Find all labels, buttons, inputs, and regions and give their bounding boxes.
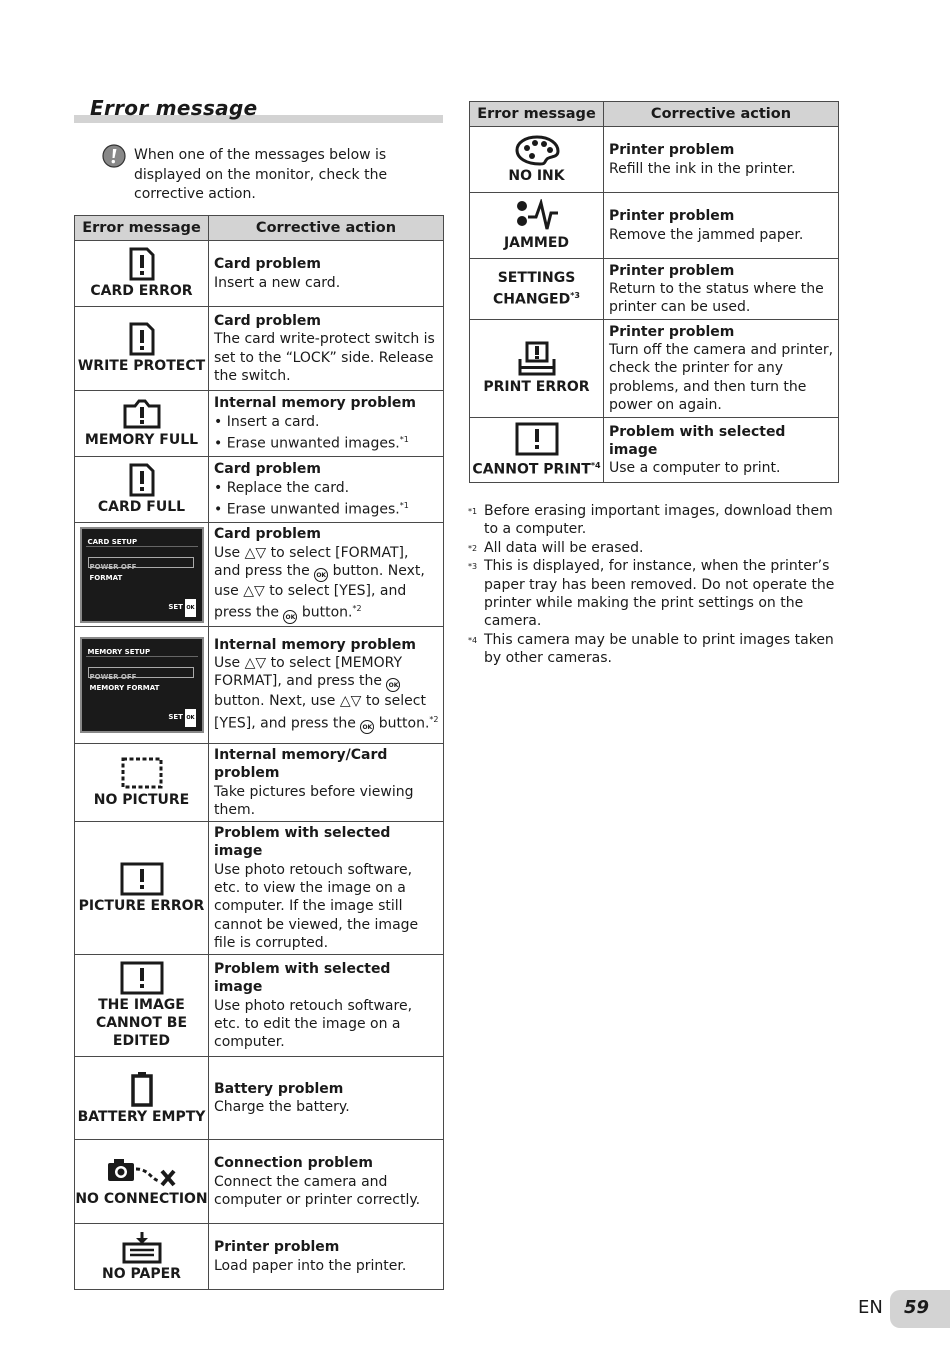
error-label: CARD FULL	[97, 499, 186, 515]
screen-divider	[86, 546, 198, 547]
corrective-action-cell	[604, 259, 839, 320]
error-message-cell	[75, 457, 209, 523]
no-connection-icon	[106, 1155, 178, 1189]
footnote-mark: *2	[352, 604, 362, 614]
footnote	[468, 557, 843, 631]
error-message-cell	[75, 391, 209, 457]
table-row	[75, 457, 444, 523]
corrective-action-cell	[604, 127, 839, 193]
problem-title: Printer problem	[214, 1239, 340, 1256]
error-label: NO PAPER	[102, 1266, 181, 1283]
error-message-cell	[75, 1140, 209, 1224]
table-row	[75, 241, 444, 307]
error-label: BATTERY EMPTY	[77, 1108, 206, 1125]
table-row	[470, 127, 839, 193]
problem-title: Printer problem	[609, 142, 735, 159]
screen-option-2: FORMAT	[89, 573, 123, 582]
up-down-arrows-icon: △▽	[244, 544, 267, 561]
header-corrective-action: Corrective action	[209, 216, 444, 241]
table-row	[470, 193, 839, 259]
footnote-text: This camera may be unable to print images taken by other cameras.	[484, 631, 834, 667]
problem-title: Printer problem	[609, 208, 735, 225]
problem-title: Internal memory problem	[214, 636, 416, 653]
card-exclaim-icon	[129, 247, 155, 281]
table-row	[75, 523, 444, 627]
problem-title: Printer problem	[609, 262, 735, 279]
corrective-action-cell	[209, 955, 444, 1057]
action-text: Use photo retouch software, etc. to edit the image on a computer.	[214, 997, 413, 1051]
corrective-action-cell	[604, 418, 839, 483]
screen-option-1: POWER OFF	[89, 673, 137, 681]
page-number: 59	[904, 1297, 930, 1318]
jammed-icon	[514, 199, 560, 233]
screen-set-label: SET OK	[168, 598, 195, 617]
problem-title: Card problem	[214, 312, 321, 329]
header-error-message: Error message	[470, 102, 604, 127]
table-row	[75, 1224, 444, 1290]
footnote-text: This is displayed, for instance, when the printer’s paper tray has been removed. Do not operate the printer while making the print settings on the camera.	[484, 558, 835, 630]
corrective-action-cell	[209, 1224, 444, 1290]
table-row	[470, 320, 839, 418]
error-table-right	[469, 101, 839, 483]
error-message-cell	[470, 193, 604, 259]
screen-set-label: SET OK	[168, 708, 195, 727]
action-text: Refill the ink in the printer.	[609, 160, 796, 177]
problem-title: Card problem	[214, 526, 321, 543]
corrective-action-cell	[209, 744, 444, 822]
no-ink-icon	[514, 134, 560, 166]
up-down-arrows-icon: △▽	[243, 582, 265, 599]
ok-button-icon: OK	[185, 599, 195, 617]
table-row	[75, 1057, 444, 1140]
action-text: Return to the status where the printer can be used.	[609, 280, 824, 316]
header-error-message: Error message	[75, 216, 209, 241]
problem-title: Battery problem	[214, 1080, 344, 1097]
error-table-left	[74, 215, 444, 1290]
footnote-mark: *1	[468, 507, 478, 516]
picture-error-icon	[120, 961, 164, 995]
error-label: JAMMED	[503, 235, 570, 251]
footnote-mark: *2	[429, 714, 439, 724]
table-row	[75, 391, 444, 457]
screen-option-2: MEMORY FORMAT	[89, 684, 160, 692]
error-label: PRINT ERROR	[483, 379, 590, 395]
error-message-cell	[470, 127, 604, 193]
error-label: NO INK	[508, 168, 565, 184]
problem-title: Card problem	[214, 256, 321, 273]
corrective-action-cell	[209, 822, 444, 955]
action-text: Load paper into the printer.	[214, 1257, 407, 1274]
corrective-action-cell	[209, 523, 444, 627]
section-title-text: Error message	[90, 96, 258, 120]
action-text: Remove the jammed paper.	[609, 226, 804, 243]
section-title	[74, 96, 443, 123]
footnote	[468, 631, 843, 668]
error-label: NO PICTURE	[93, 792, 190, 809]
action-text: Connect the camera and computer or printer correctly.	[214, 1173, 421, 1208]
ok-button-icon: OK	[283, 610, 297, 624]
corrective-action-cell	[209, 307, 444, 391]
error-label: NO CONNECTION	[75, 1191, 208, 1208]
action-text: • Replace the card.	[214, 479, 350, 496]
action-text: Use photo retouch software, etc. to view the image on a computer. If the image still cannot be viewed, the image file is corrupted.	[214, 861, 419, 951]
footnote-text: All data will be erased.	[484, 539, 644, 556]
corrective-action-cell	[209, 391, 444, 457]
table-row	[470, 259, 839, 320]
action-text: Charge the battery.	[214, 1099, 350, 1116]
action-text: Insert a new card.	[214, 274, 341, 291]
footnote-mark: *1	[399, 500, 409, 510]
screen-title: MEMORY SETUP	[87, 648, 151, 656]
error-message-cell	[75, 744, 209, 822]
footnote	[468, 539, 843, 557]
table-row	[75, 744, 444, 822]
action-text: Turn off the camera and printer, check the printer for any problems, and then turn the power on again.	[609, 342, 834, 413]
error-message-cell	[470, 418, 604, 483]
card-exclaim-icon	[129, 322, 155, 356]
corrective-action-cell	[209, 457, 444, 523]
corrective-action-cell	[604, 193, 839, 259]
problem-title: Problem with selected image	[214, 825, 391, 860]
ok-button-icon: OK	[360, 720, 374, 734]
footnote-mark: *3	[468, 562, 478, 572]
error-message-cell	[470, 320, 604, 418]
footnote-text: Before erasing important images, download them to a computer.	[484, 503, 833, 538]
table-row	[75, 307, 444, 391]
print-error-icon	[517, 341, 557, 377]
page-number-tab	[890, 1290, 950, 1328]
screen-title: CARD SETUP	[87, 537, 138, 546]
problem-title: Card problem	[214, 461, 321, 478]
action-text: Use △▽ to select [MEMORY FORMAT], and press the OK button. Next, use △▽ to select [YES], and press the OK button.$^{*2}$	[214, 654, 439, 734]
footnote-mark: *2	[468, 543, 478, 553]
corrective-action-cell	[209, 1140, 444, 1224]
table-row	[75, 955, 444, 1057]
corrective-action-cell	[604, 320, 839, 418]
picture-error-icon	[120, 862, 164, 896]
action-text: The card write-protect switch is set to the “LOCK” side. Release the switch.	[214, 331, 435, 384]
action-text: Use △▽ to select [FORMAT], and press the OK button. Next, use △▽ to select [YES], and press the OK button.$^{*2}$	[214, 544, 439, 624]
action-text: Use a computer to print.	[609, 460, 781, 477]
error-message-cell	[75, 1224, 209, 1290]
card-exclaim-icon	[129, 463, 155, 497]
page-language: EN	[858, 1297, 883, 1318]
action-text: Take pictures before viewing them.	[214, 783, 414, 818]
corrective-action-cell	[209, 627, 444, 744]
error-label: CANNOT PRINT$^{*4}$	[472, 460, 601, 478]
error-message-cell	[470, 259, 604, 320]
problem-title: Problem with selected image	[214, 961, 391, 996]
header-corrective-action: Corrective action	[604, 102, 839, 127]
problem-title: Problem with selected image	[609, 423, 786, 458]
battery-empty-icon	[131, 1071, 153, 1107]
footnote-mark: *3	[570, 291, 580, 301]
screen-divider	[86, 656, 198, 657]
error-label: WRITE PROTECT	[77, 358, 206, 374]
footnote-mark: *1	[399, 434, 409, 444]
picture-error-icon	[515, 422, 559, 456]
ok-button-icon: OK	[185, 709, 195, 727]
footnotes	[468, 502, 843, 668]
table-row	[75, 822, 444, 955]
footnote	[468, 502, 843, 539]
card-setup-screen	[80, 527, 204, 623]
ok-button-icon: OK	[386, 678, 400, 692]
error-message-cell	[75, 307, 209, 391]
memory-exclaim-icon	[122, 398, 162, 430]
error-message-cell	[75, 627, 209, 744]
footnote-mark: *4	[590, 460, 601, 470]
screen-option-1: POWER OFF	[89, 562, 137, 571]
problem-title: Printer problem	[609, 323, 735, 340]
error-message-cell	[75, 1057, 209, 1140]
corrective-action-cell	[209, 241, 444, 307]
error-message-cell	[75, 822, 209, 955]
error-label: THE IMAGE CANNOT BE EDITED	[95, 997, 188, 1050]
action-text: • Erase unwanted images.$^{*1}$	[214, 500, 409, 518]
ok-button-icon: OK	[314, 568, 328, 582]
up-down-arrows-icon: △▽	[244, 655, 267, 672]
error-message-cell	[75, 241, 209, 307]
error-label: CARD ERROR	[90, 283, 193, 299]
error-message-cell	[75, 523, 209, 627]
intro-text: When one of the messages below is displayed on the monitor, check the corrective action.	[134, 147, 388, 202]
error-label: MEMORY FULL	[84, 432, 199, 448]
error-label: SETTINGS CHANGED$^{*3}$	[493, 270, 580, 308]
no-picture-icon	[120, 756, 164, 790]
problem-title: Connection problem	[214, 1155, 374, 1172]
table-row	[470, 418, 839, 483]
memory-setup-screen	[80, 637, 204, 733]
problem-title: Internal memory problem	[214, 395, 416, 412]
action-text: • Erase unwanted images.$^{*1}$	[214, 434, 409, 452]
error-label: PICTURE ERROR	[78, 897, 205, 914]
error-message-cell	[75, 955, 209, 1057]
action-text: • Insert a card.	[214, 413, 320, 430]
up-down-arrows-icon: △▽	[339, 693, 362, 710]
footnote-mark: *4	[468, 635, 478, 645]
table-row	[75, 1140, 444, 1224]
problem-title: Internal memory/Card problem	[214, 747, 388, 782]
caution-icon	[102, 144, 126, 168]
table-row	[75, 627, 444, 744]
corrective-action-cell	[209, 1057, 444, 1140]
no-paper-icon	[120, 1230, 164, 1264]
